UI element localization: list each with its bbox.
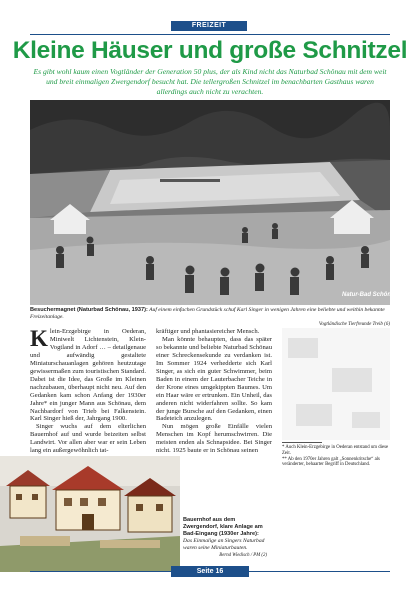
bottom-photo-caption bbox=[183, 517, 267, 559]
photo-imprint: Natur-Bad Schönau bbox=[342, 292, 399, 298]
bottom-caption-title: Bauernhof aus dem Zwergendorf, klare Anlage am Bad-Eingang (1930er Jahre): bbox=[183, 517, 263, 537]
footnote: * Auch Klein-Erzgebirge in Oederan entstand um diese Zeit. bbox=[282, 445, 389, 456]
top-rule bbox=[30, 34, 390, 35]
article-paragraph: kräftiger und phantasiereicher Mensch. bbox=[156, 328, 260, 335]
main-photo-illustration bbox=[30, 100, 399, 305]
dwarf-village-illustration bbox=[0, 456, 180, 572]
article-paragraph: Man könnte behaupten, dass das später so bekannte und beliebte Naturbad Schönau einer Schreckensekunde zu verdanken ist. Im Sommer 1924 verhedderte sich Karl Singer, as sich ein guter Schwimmer, beim Baden in einem der Lauterbacher Teiche in der Krone eines umgekippten Baumes. Um ein Haar wäre er ertrunken. Ein Unheil, das anderen nicht widerfahren sollte. So kam der junge Bursche auf den Gedanken, einen Badeteich anzulegen. bbox=[156, 335, 272, 423]
section-label: FREIZEIT bbox=[171, 21, 247, 31]
drop-cap: K bbox=[30, 326, 48, 351]
standfirst: Es gibt wohl kaum einen Vogtländer der Generation 50 plus, der als Kind nicht das Naturbad Schönau mit dem weit und breit einmaligen Zwergendorf besucht hat. Die tellergroßen Schnitzel im benachbarten Gasthaus waren allerdings auch nicht zu verachten. bbox=[33, 67, 387, 96]
caption-text: Auf einem einfachen Grundstück schuf Karl Singer in wenigen Jahren eine beliebte und weithin bekannte Freizeitanlage. bbox=[30, 307, 385, 320]
faded-photo bbox=[282, 328, 390, 440]
article-column-1 bbox=[30, 328, 146, 455]
caption-title: Besuchermagnet (Naturbad Schönau, 1937): bbox=[30, 307, 148, 313]
headline: Kleine Häuser und große Schnitzel bbox=[12, 37, 408, 64]
article-paragraph: Nun mögen große Einfälle vielen Menschen im Kopf herumschwirren. Die meisten enden als Schnapsidee. Bei Singer nicht. 1925 baute er in Schönau seinen bbox=[156, 423, 272, 455]
footnotes bbox=[282, 442, 390, 468]
article-column-2 bbox=[156, 328, 272, 455]
bottom-caption-source: Bernd Wiedisch / PM (2) bbox=[219, 553, 267, 558]
page-number: Seite 16 bbox=[171, 566, 249, 577]
footnote: ** Ab den 1970er Jahren galt „Sonnenkritsche“ als veränderter, behaarter Begriff in Deutschland. bbox=[282, 456, 380, 468]
main-photo-caption bbox=[30, 307, 390, 328]
caption-source: Vogtländische Tierfreunde Treib (6) bbox=[318, 322, 390, 327]
dwarf-village-photo bbox=[0, 456, 180, 572]
bottom-caption-text: Das Einmalige an Singers Naturbad waren seine Miniaturbauten. bbox=[183, 538, 265, 551]
article-column-3-image bbox=[282, 328, 390, 440]
article-paragraph: lein-Erzgebirge in Oederan, Miniwelt Lichtenstein, Klein-Vogtland in Adorf … – detailgenaue und aufwändig gestaltete Miniaturschauanlagen gehören heutzutage gewissermaßen zum touristischen Standard. Dabei ist die Idee, das Große im Kleinen nachzubauen, überhaupt nicht neu. Auf den Gedanken kam schon Anfang der 1930er Jahre* ein junger Mann aus Schönau, dem Nachbardorf von Trieb bei Falkenstein. Karl Singer hieß der, Jahrgang 1900. bbox=[30, 328, 146, 423]
main-photo bbox=[30, 100, 399, 305]
article-paragraph: Singer wuchs auf dem elterlichen Bauernhof auf und wurde beizeiten selbst Landwirt. Vor allen aber war er sein Leben lang ein außergewöhnlich tat- bbox=[30, 423, 146, 455]
footnote-divider bbox=[282, 442, 322, 443]
